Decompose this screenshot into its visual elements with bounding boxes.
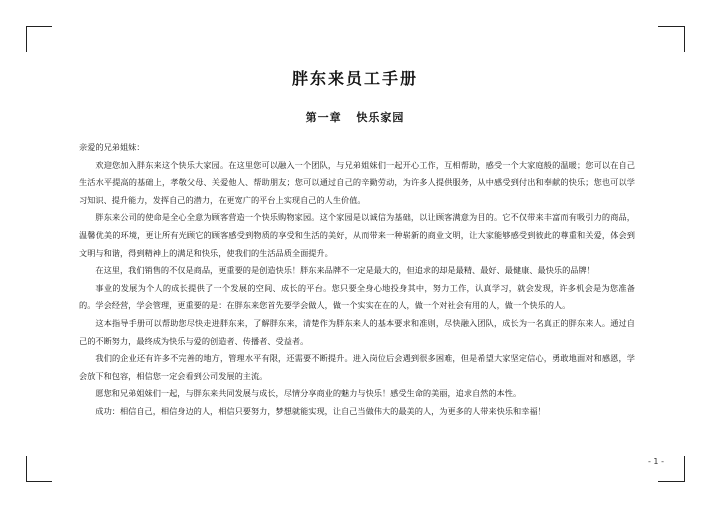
chapter-name: 快乐家园	[356, 111, 405, 124]
body-paragraph: 这本指导手册可以帮助您尽快走进胖东来，了解胖东来，清楚作为胖东来人的基本要求和准则，尽快融入团队，成长为一名真正的胖东来人。通过自己的不断努力，最终成为快乐与爱的创造者、传播者、受益者。	[79, 317, 635, 346]
crop-mark	[26, 456, 27, 482]
crop-mark	[658, 26, 684, 27]
body-paragraph: 在这里，我们销售的不仅是商品，更重要的是创造快乐！胖东来品牌不一定是最大的，但追求的却是最精、最好、最健康、最快乐的品牌！	[95, 265, 595, 276]
chapter-number: 第一章	[305, 111, 342, 124]
page-number: - 1 -	[648, 457, 664, 466]
document-body	[79, 139, 635, 421]
document-title: 胖东来员工手册	[291, 69, 418, 88]
body-paragraph: 成功：相信自己，相信身边的人，相信只要努力，梦想就能实现，让自己当做伟大的最美的人，为更多的人带来快乐和幸福！	[95, 405, 546, 416]
salutation: 亲爱的兄弟姐妹：	[79, 142, 145, 152]
crop-mark	[684, 26, 685, 52]
body-paragraph: 我们的企业还有许多不完善的地方，管理水平有限，还需要不断提升。进入岗位后会遇到很多困难，但是希望大家坚定信心，勇敢地面对和感恩，学会放下和包容，相信您一定会看到公司发展的主流。	[79, 353, 635, 381]
crop-mark	[684, 456, 685, 482]
chapter-heading	[0, 109, 710, 125]
body-paragraph: 欢迎您加入胖东来这个快乐大家园。在这里您可以融入一个团队，与兄弟姐妹们一起开心工作，互相帮助，感受一个大家庭般的温暖；您可以在自己生活水平提高的基础上，孝敬父母、关爱他人、帮助朋友；您可以通过自己的辛勤劳动，为许多人提供服务，从中感受到付出和奉献的快乐；您也可以学习知识、提升能力，发挥自己的潜力，在更宽广的平台上实现自己的人生价值。	[79, 159, 635, 205]
crop-mark	[26, 481, 52, 482]
crop-mark	[658, 481, 684, 482]
body-paragraph: 事业的发展为个人的成长提供了一个发展的空间、成长的平台。您只要全身心地投身其中，努力工作，认真学习，就会发现，许多机会是为您准备的。学会经营，学会管理，更重要的是：在胖东来您首先要学会做人，做一个实实在在的人，做一个对社会有用的人，做一个快乐的人。	[79, 282, 635, 311]
crop-mark	[26, 26, 27, 52]
crop-mark	[26, 26, 52, 27]
body-paragraph: 愿您和兄弟姐妹们一起，与胖东来共同发展与成长，尽情分享商业的魅力与快乐！感受生命的美丽，追求自然的本性。	[95, 388, 522, 399]
body-paragraph: 胖东来公司的使命是全心全意为顾客营造一个快乐购物家园。这个家园是以诚信为基础，以让顾客满意为目的。它不仅带来丰富而有吸引力的商品，温馨优美的环境，更让所有光顾它的顾客感受到物质的享受和生活的美好，从而带来一种崭新的商业文明，让大家能够感受到彼此的尊重和关爱，体会到文明与和谐，得到精神上的满足和快乐，使我们的生活品质全面提升。	[79, 212, 635, 258]
